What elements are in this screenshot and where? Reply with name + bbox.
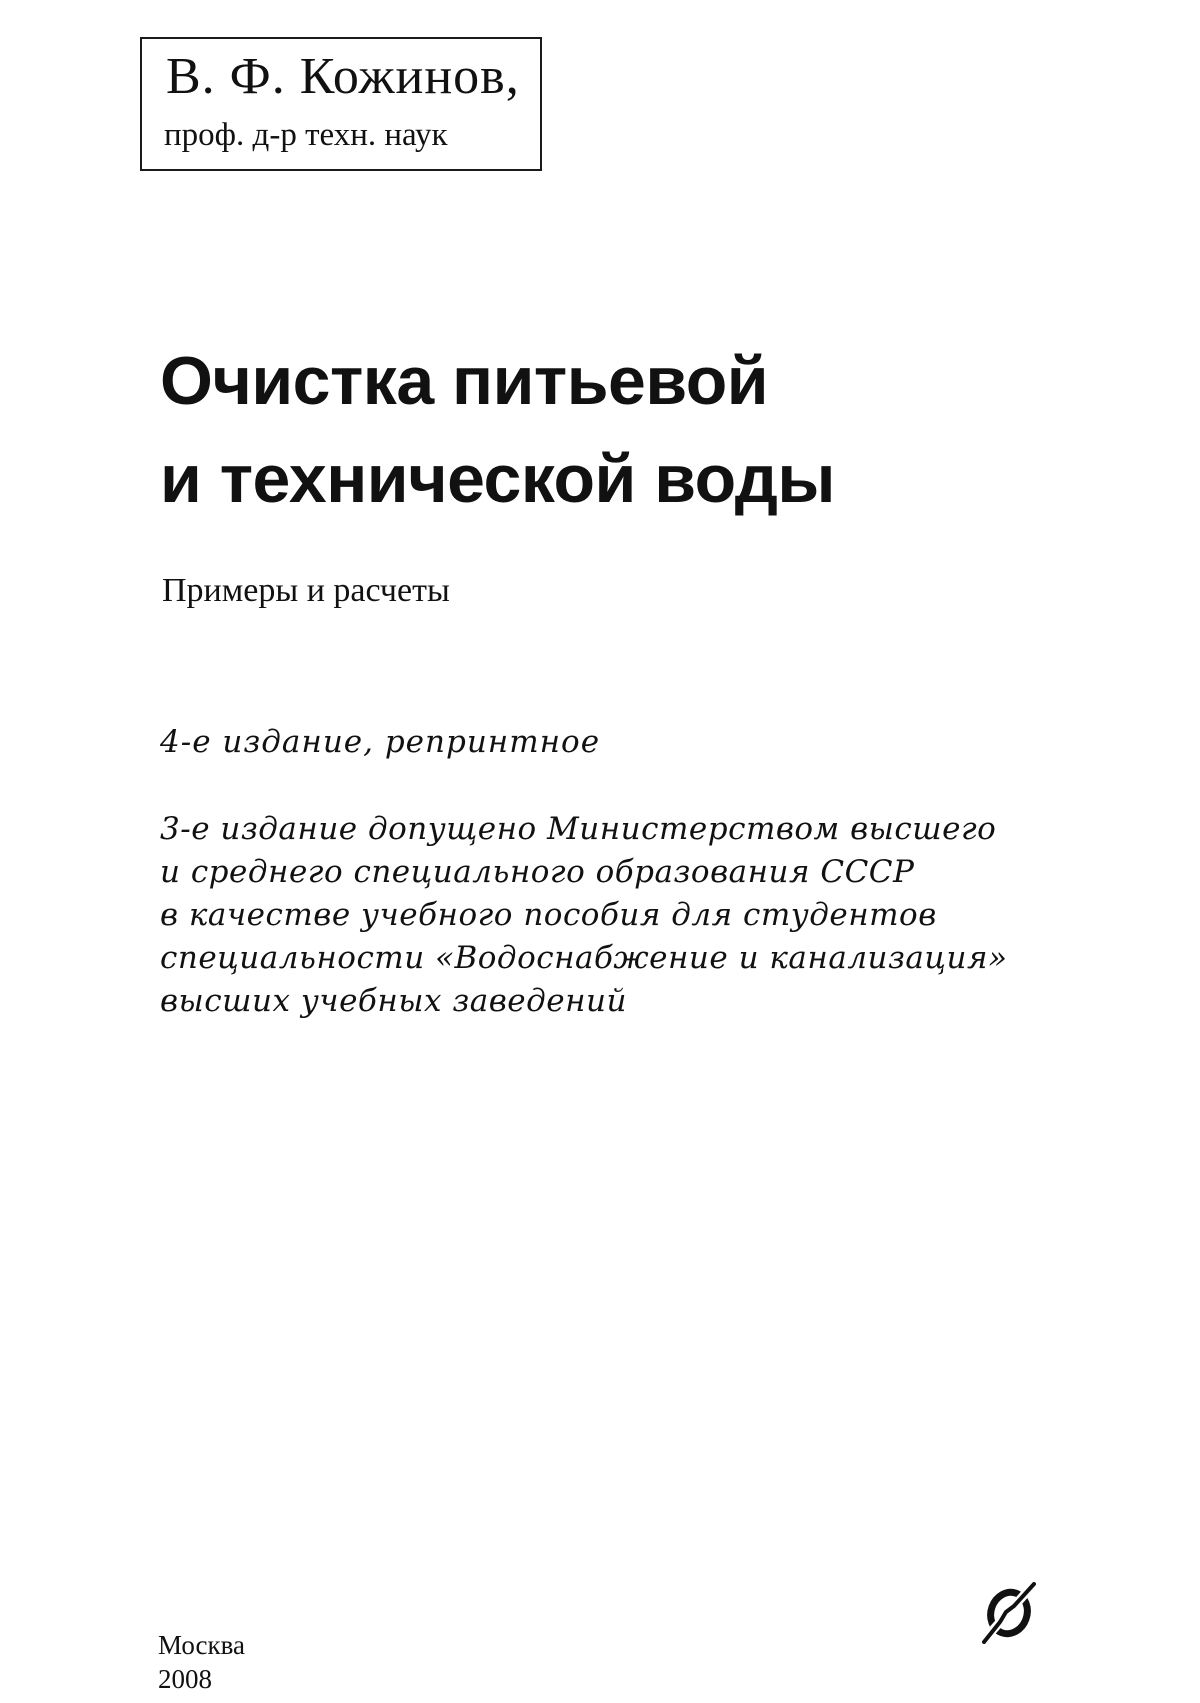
edition-note: 4-е издание, репринтное (160, 724, 601, 760)
imprint-year: 2008 (158, 1664, 212, 1694)
imprint (158, 1628, 245, 1696)
book-title-line-1: Очистка питьевой (160, 343, 769, 419)
imprint-city: Москва (158, 1630, 245, 1660)
author-box (140, 37, 542, 171)
approval-note (160, 808, 1008, 1023)
book-subtitle: Примеры и расчеты (162, 572, 450, 609)
approval-line: и среднего специального образования СССР (160, 854, 915, 890)
publisher-logo-icon (980, 1582, 1038, 1644)
approval-line: высших учебных заведений (160, 983, 627, 1019)
author-name: В. Ф. Кожинов, (166, 48, 520, 105)
author-degree: проф. д-р техн. наук (164, 117, 448, 153)
approval-line: 3-е издание допущено Министерством высшего (160, 811, 997, 847)
approval-line: специальности «Водоснабжение и канализация» (160, 940, 1008, 976)
book-title-line-2: и технической воды (160, 441, 835, 517)
book-title (160, 332, 835, 528)
approval-line: в качестве учебного пособия для студентов (160, 897, 937, 933)
